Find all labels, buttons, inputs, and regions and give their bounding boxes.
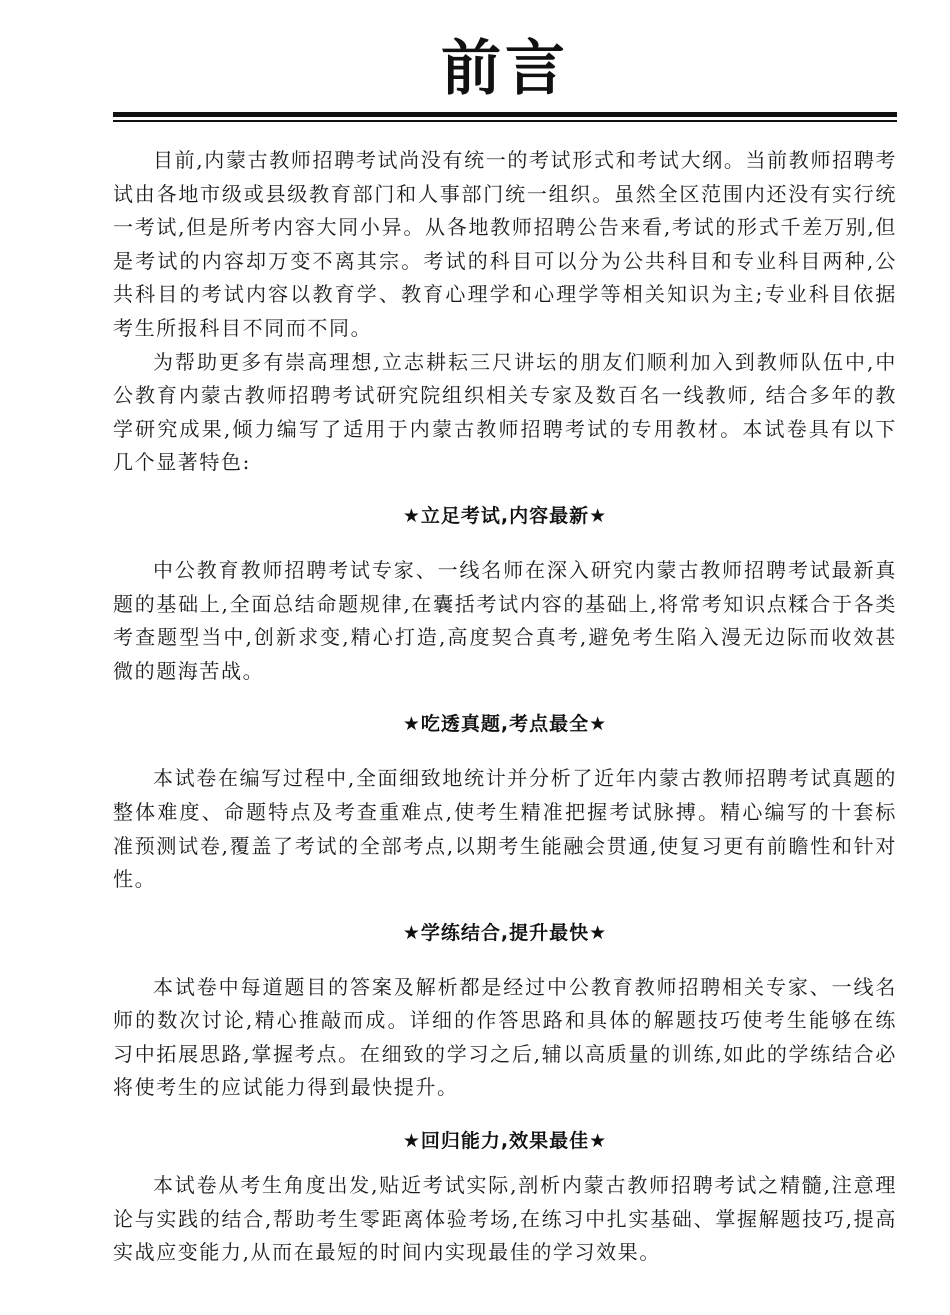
feature-paragraph: 本试卷在编写过程中,全面细致地统计并分析了近年内蒙古教师招聘考试真题的整体难度、命题特点及考查重难点,使考生精准把握考试脉搏。精心编写的十套标准预测试卷,覆盖了考试的全部考点,以期考生能融会贯通,使复习更有前瞻性和针对性。 [113,766,897,892]
feature-heading-text: 回归能力,效果最佳 [420,1130,590,1153]
star-icon: ★ [402,713,421,736]
feature-heading [113,710,897,738]
star-icon: ★ [589,713,608,736]
page-title: 前言 [441,34,569,104]
document-page [113,0,897,1270]
star-icon: ★ [589,921,608,944]
feature-heading [113,919,897,947]
feature-heading-text: 吃透真题,考点最全 [420,713,590,736]
feature-paragraph: 本试卷中每道题目的答案及解析都是经过中公教育教师招聘相关专家、一线名师的数次讨论,精心推敲而成。详细的作答思路和具体的解题技巧使考生能够在练习中拓展思路,掌握考点。在细致的学习之后,辅以高质量的训练,如此的学练结合必将使考生的应试能力得到最快提升。 [113,974,897,1100]
feature-paragraph: 本试卷从考生角度出发,贴近考试实际,剖析内蒙古教师招聘考试之精髓,注意理论与实践的结合,帮助考生零距离体验考场,在练习中扎实基础、掌握解题技巧,提高实战应变能力,从而在最短的时间内实现最佳的学习效果。 [113,1173,897,1265]
feature-heading [113,502,897,530]
feature-heading-text: 学练结合,提升最快 [420,921,590,944]
feature-paragraph: 中公教育教师招聘考试专家、一线名师在深入研究内蒙古教师招聘考试最新真题的基础上,全面总结命题规律,在囊括考试内容的基础上,将常考知识点糅合于各类考查题型当中,创新求变,精心打造,高度契合真考,避免考生陷入漫无边际而收效甚微的题海苦战。 [113,557,897,683]
star-icon: ★ [402,921,421,944]
feature-heading-text: 立足考试,内容最新 [420,504,590,527]
intro-paragraph: 目前,内蒙古教师招聘考试尚没有统一的考试形式和考试大纲。当前教师招聘考试由各地市级或县级教育部门和人事部门统一组织。虽然全区范围内还没有实行统一考试,但是所考内容大同小异。从各地教师招聘公告来看,考试的形式千差万别,但是考试的内容却万变不离其宗。考试的科目可以分为公共科目和专业科目两种,公共科目的考试内容以教育学、教育心理学和心理学等相关知识为主;专业科目依据考生所报科目不同而不同。 [113,148,897,340]
preface-body [113,122,897,1270]
star-icon: ★ [402,504,421,527]
star-icon: ★ [589,504,608,527]
title-rule-thick [113,112,897,117]
star-icon: ★ [402,1130,421,1153]
feature-heading [113,1127,897,1155]
intro-paragraph: 为帮助更多有崇高理想,立志耕耘三尺讲坛的朋友们顺利加入到教师队伍中,中公教育内蒙古教师招聘考试研究院组织相关专家及数百名一线教师, 结合多年的教学研究成果,倾力编写了适用于内蒙古教师招聘考试的专用教材。本试卷具有以下几个显著特色: [113,349,897,475]
star-icon: ★ [589,1130,608,1153]
